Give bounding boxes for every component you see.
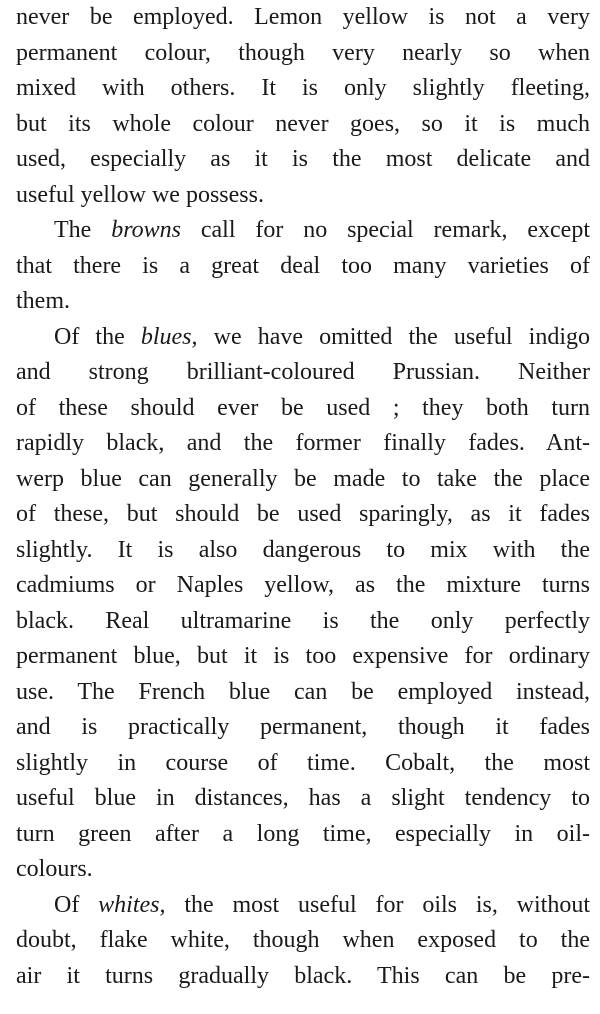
text-line [16, 923, 590, 959]
text-line [16, 391, 590, 427]
text-run: useful yellow we possess. [16, 181, 264, 208]
text-line [16, 675, 590, 711]
text-line [16, 710, 590, 746]
text-line [16, 284, 590, 320]
book-page-text [16, 0, 590, 994]
text-run: black. Real ultramarine is the only perfectly [16, 607, 590, 634]
text-run: we have omitted the useful indigo [197, 323, 590, 350]
text-run: turn green after a long time, especially in oil- [16, 820, 590, 847]
paragraph [16, 320, 590, 888]
text-line [16, 852, 590, 888]
text-run: colours. [16, 856, 93, 882]
text-line [16, 426, 590, 462]
text-run: used, especially as it is the most delicate and [16, 146, 590, 172]
text-line [16, 817, 590, 853]
text-run: and is practically permanent, though it fades [16, 714, 590, 740]
text-line [16, 888, 590, 924]
text-run: and strong brilliant-coloured Prussian. Neither [16, 359, 590, 385]
text-line [16, 178, 590, 214]
text-run: the most useful for oils is, without [165, 891, 591, 918]
text-line [16, 249, 590, 285]
italic-term: whites, [98, 891, 166, 918]
text-line [16, 639, 590, 675]
text-line [16, 36, 590, 72]
paragraph [16, 0, 590, 213]
text-line [16, 142, 590, 178]
text-run: that there is a great deal too many varieties of [16, 252, 590, 279]
text-run: cadmiums or Naples yellow, as the mixture turns [16, 572, 590, 598]
text-run: permanent colour, though very nearly so when [16, 39, 590, 66]
text-run: mixed with others. It is only slightly fleeting, [16, 75, 590, 101]
text-run: doubt, flake white, though when exposed to the [16, 927, 590, 953]
text-line [16, 568, 590, 604]
text-line [16, 213, 590, 249]
italic-term: blues, [140, 323, 198, 350]
text-run: use. The French blue can be employed instead, [16, 678, 590, 705]
text-run: Of the [54, 323, 141, 350]
text-line [16, 959, 590, 995]
text-line [16, 781, 590, 817]
text-run: of these should ever be used ; they both turn [16, 394, 590, 421]
italic-term: browns [111, 217, 181, 243]
text-run: slightly. It is also dangerous to mix with the [16, 536, 590, 563]
text-run: never be employed. Lemon yellow is not a very [16, 4, 590, 30]
text-line [16, 355, 590, 391]
text-line [16, 462, 590, 498]
text-line [16, 497, 590, 533]
text-run: The [54, 217, 112, 243]
text-line [16, 320, 590, 356]
text-run: Of [54, 891, 99, 918]
paragraph [16, 213, 590, 320]
text-run: useful blue in distances, has a slight tendency to [16, 785, 590, 811]
paragraph [16, 888, 590, 995]
text-line [16, 604, 590, 640]
text-line [16, 0, 590, 36]
text-run: rapidly black, and the former finally fades. Ant- [16, 430, 590, 456]
text-line [16, 107, 590, 143]
text-run: permanent blue, but it is too expensive for ordinary [16, 643, 590, 669]
text-run: but its whole colour never goes, so it is much [16, 110, 590, 137]
text-run: slightly in course of time. Cobalt, the most [16, 749, 590, 776]
text-line [16, 533, 590, 569]
text-run: call for no special remark, except [180, 217, 591, 243]
text-run: air it turns gradually black. This can be pre- [16, 962, 590, 989]
text-line [16, 71, 590, 107]
text-run: of these, but should be used sparingly, as it fades [16, 501, 590, 527]
text-line [16, 746, 590, 782]
text-run: werp blue can generally be made to take the place [16, 465, 590, 492]
text-run: them. [16, 288, 70, 314]
